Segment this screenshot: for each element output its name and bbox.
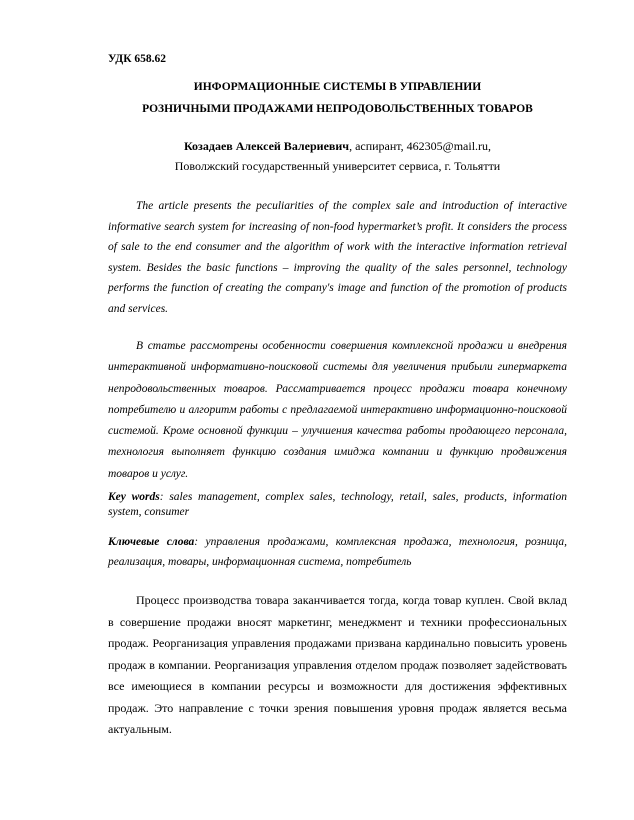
- author-name: Козадаев Алексей Валериевич: [183, 139, 350, 153]
- paper-title: [108, 76, 567, 120]
- title-line-1: ИНФОРМАЦИОННЫЕ СИСТЕМЫ В УПРАВЛЕНИИ: [193, 81, 482, 93]
- keywords-russian: [108, 532, 567, 572]
- keywords-russian-text: : управления продажами, комплексная продажа, технология, розница, реализация, товары, информационная система, потребитель: [108, 536, 568, 568]
- author-block: [108, 136, 567, 176]
- author-line: [108, 136, 567, 156]
- abstract-russian: В статье рассмотрены особенности совершения комплексной продажи и внедрения интерактивной информативно-поисковой системы для увеличения прибыли гипермаркета непродовольственных товаров. Рассматривается процесс продажи товара конечному потребителю и алгоритм работы с предлагаемой интерактивно информационно-поисковой системой. Кроме основной функции – улучшения качества работы продающего персонала, технология выполняет функцию создания имиджа компании и функцию продвижения товаров и услуг.: [108, 340, 567, 480]
- title-line-2: РОЗНИЧНЫМИ ПРОДАЖАМИ НЕПРОДОВОЛЬСТВЕННЫХ ТОВАРОВ: [142, 103, 533, 115]
- abstract-english: The article presents the peculiarities of the complex sale and introduction of interactive informative search system for increasing of non-food hypermarket’s profit. It considers the process of sale to the end consumer and the algorithm of work with the interactive information retrieval system. Besides the basic functions – improving the quality of the sales personnel, technology performs the function of creating the company's image and function of the promotion of products and services.: [108, 200, 567, 315]
- udc-code: УДК 658.62: [108, 53, 167, 65]
- author-affiliation: Поволжский государственный университет сервиса, г. Тольятти: [174, 159, 501, 173]
- keywords-english: [108, 490, 567, 520]
- keywords-english-text: : sales management, complex sales, technology, retail, sales, products, information system, consumer: [108, 491, 567, 518]
- author-details: , аспирант, 462305@mail.ru,: [349, 139, 492, 153]
- body-paragraph: Процесс производства товара заканчивается тогда, когда товар куплен. Свой вклад в совершение продажи вносят маркетинг, менеджмент и техники профессиональных продаж. Реорганизация управления продажами призвана кардинально повысить уровень продаж в компании. Реорганизация управления отделом продаж позволяет задействовать все имеющиеся в компании ресурсы и возможности для достижения эффективных продаж. Это направление с точки зрения повышения уровня продаж является весьма актуальным.: [108, 593, 567, 736]
- keywords-russian-label: Ключевые слова: [108, 536, 195, 548]
- keywords-english-label: Key words: [108, 491, 160, 503]
